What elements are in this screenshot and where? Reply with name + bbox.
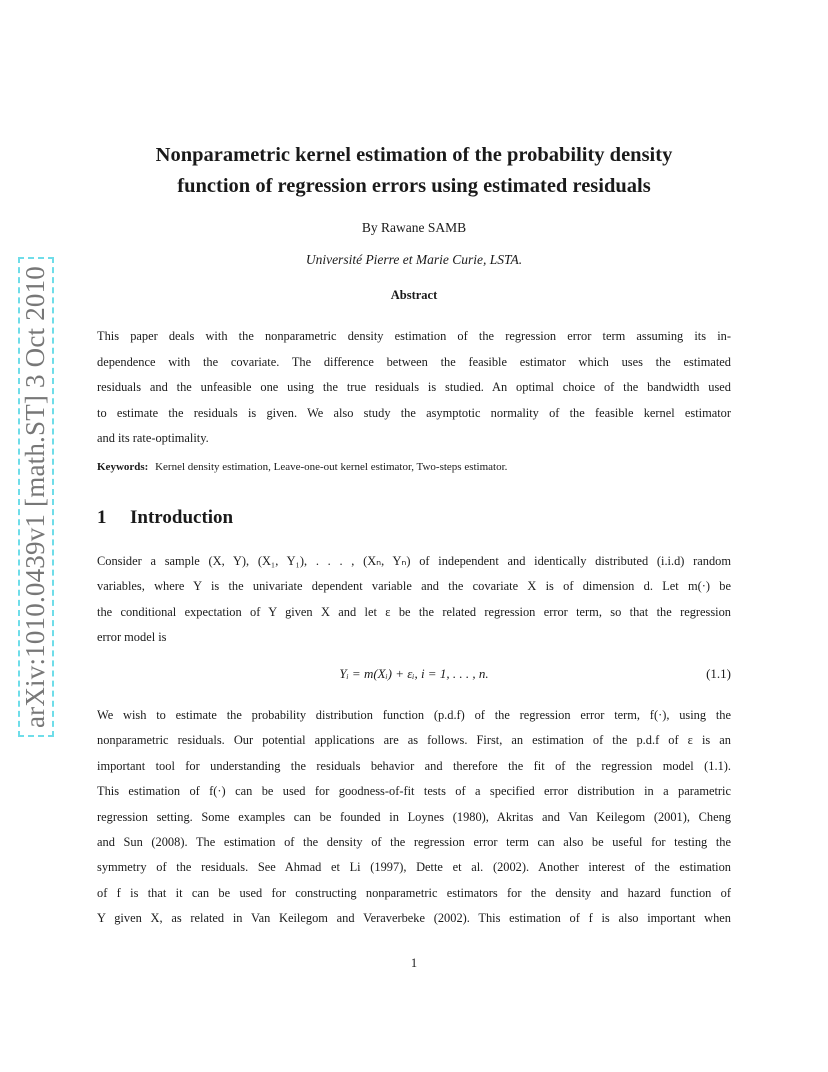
affiliation: Université Pierre et Marie Curie, LSTA.	[305, 252, 523, 267]
keywords-label: Keywords:	[97, 461, 149, 473]
section-title: Introduction	[130, 507, 234, 528]
paragraph-line: Consider a sample (X, Y), (X₁, Y₁), . . . , (Xₙ, Yₙ) of independent and identically distributed (i.i.d) random	[97, 554, 731, 568]
abstract-body	[97, 324, 731, 452]
keywords-text: Kernel density estimation, Leave-one-out kernel estimator, Two-steps estimator.	[155, 461, 508, 473]
paragraph-line: nonparametric residuals. Our potential applications are as follows. First, an estimation of the p.d.f of ε is an	[97, 733, 731, 748]
keywords	[97, 461, 731, 473]
abstract-line: dependence with the covariate. The difference between the feasible estimator which uses the estimated	[97, 354, 731, 369]
paragraph-line: the conditional expectation of Y given X and let ε be the related regression error term, so that the regression	[97, 604, 731, 619]
paragraph-line: symmetry of the residuals. See Ahmad et Li (1997), Dette et al. (2002). Another interest of the estimation	[97, 860, 731, 875]
paragraph-line: We wish to estimate the probability distribution function (p.d.f) of the regression error term, f(·), using the	[97, 708, 731, 722]
intro-paragraph-2	[97, 703, 731, 932]
equation-1-1	[97, 666, 731, 686]
section-heading	[97, 507, 233, 529]
intro-paragraph-1	[97, 549, 731, 651]
title-line-2: function of regression errors using estimated residuals	[177, 175, 651, 197]
equation-number: (1.1)	[706, 666, 731, 681]
author: By Rawane SAMB	[361, 220, 467, 235]
paragraph-line: variables, where Y is the univariate dependent variable and the covariate X is of dimension d. Let m(·) be	[97, 579, 731, 594]
paragraph-line: regression setting. Some examples can be founded in Loynes (1980), Akritas and Van Keilegom (2001), Cheng	[97, 809, 731, 824]
abstract-heading: Abstract	[390, 288, 438, 302]
abstract-line: and its rate-optimality.	[97, 431, 209, 445]
paragraph-line: and Sun (2008). The estimation of the density of the regression error term can also be useful for testing the	[97, 835, 731, 850]
paragraph-line: error model is	[97, 630, 167, 645]
paragraph-line: important tool for understanding the residuals behavior and therefore the fit of the regression model (1.1).	[97, 758, 731, 773]
abstract-line: residuals and the unfeasible one using the true residuals is studied. An optimal choice of the bandwidth used	[97, 380, 731, 394]
page-number: 1	[410, 956, 418, 970]
section-number: 1	[97, 507, 107, 528]
paragraph-line: of f is that it can be used for constructing nonparametric estimators for the density and hazard function of	[97, 885, 731, 900]
paragraph-line: Y given X, as related in Van Keilegom and Veraverbeke (2002). This estimation of f is also important when	[97, 911, 731, 926]
abstract-line: to estimate the residuals is given. We also study the asymptotic normality of the feasible kernel estimator	[97, 405, 731, 420]
paper-title	[90, 140, 738, 202]
abstract-line: This paper deals with the nonparametric density estimation of the regression error term assuming its in-	[97, 329, 731, 343]
arxiv-identifier[interactable]: arXiv:1010.0439v1 [math.ST] 3 Oct 2010	[20, 265, 50, 729]
title-line-1: Nonparametric kernel estimation of the probability density	[155, 144, 673, 166]
paragraph-line: This estimation of f(·) can be used for goodness-of-fit tests of a specified error distribution in a parametric	[97, 784, 731, 799]
equation-body: Yᵢ = m(Xᵢ) + εᵢ, i = 1, . . . , n.	[339, 666, 489, 681]
